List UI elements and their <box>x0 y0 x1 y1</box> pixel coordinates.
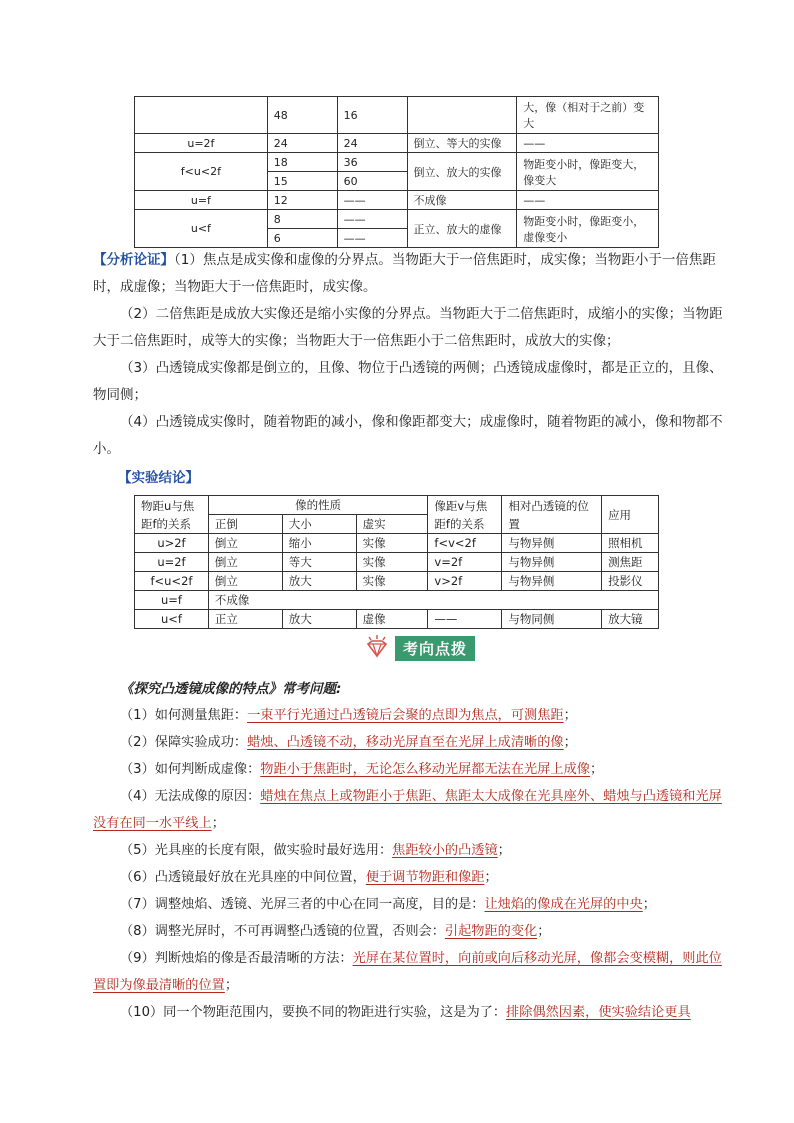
answer-text: 焦距较小的凸透镜 <box>392 843 498 858</box>
table-cell: 放大 <box>282 572 356 591</box>
table-cell: 16 <box>337 97 407 134</box>
table-row <box>135 210 659 229</box>
header-cell: 大小 <box>282 515 356 534</box>
diamond-icon <box>363 634 391 662</box>
questions-title: 《探究凸透镜成像的特点》常考问题: <box>120 681 342 697</box>
table-cell: 倒立 <box>208 572 282 591</box>
table-row <box>135 191 659 210</box>
table-cell: 60 <box>337 172 407 191</box>
table-cell: 放大 <box>282 610 356 629</box>
list-item <box>93 999 725 1026</box>
analysis-text: （1）焦点是成实像和虚像的分界点。当物距大于一倍焦距时，成实像；当物距小于一倍焦距时，成虚像；当物距大于一倍焦距时，成实像。 <box>93 252 716 295</box>
table-cell: 24 <box>337 134 407 153</box>
table-cell: 与物异侧 <box>502 572 602 591</box>
question-text: （8）调整光屏时，不可再调整凸透镜的位置，否则会： <box>120 924 445 939</box>
table-row <box>135 553 659 572</box>
table-cell: 8 <box>267 210 337 229</box>
table-row <box>135 572 659 591</box>
list-item <box>93 891 725 918</box>
table-cell: 缩小 <box>282 534 356 553</box>
table-cell: 倒立 <box>208 534 282 553</box>
table-cell: u<f <box>135 210 268 248</box>
answer-text: 让烛焰的像成在光屏的中央 <box>484 897 643 912</box>
punct: ； <box>563 708 577 723</box>
table-cell: —— <box>337 210 407 229</box>
analysis-paragraph-4: （4）凸透镜成实像时，随着物距的减小，像和像距都变大；成虚像时，随着物距的减小，像和物都不小。 <box>93 414 723 457</box>
table-cell: 物距变小时，像距变小，虚像变小 <box>517 210 659 248</box>
table-row <box>135 153 659 172</box>
badge-label: 考向点拨 <box>395 636 475 661</box>
analysis-paragraph-1 <box>93 247 725 301</box>
table-cell: 6 <box>267 229 337 248</box>
conclusion-heading-text: 【实验结论】 <box>118 470 199 486</box>
header-cell: 物距u与焦距f的关系 <box>135 496 209 534</box>
table-cell: u=2f <box>135 553 209 572</box>
header-cell: 相对凸透镜的位置 <box>502 496 602 534</box>
analysis-paragraph-3: （3）凸透镜成实像都是倒立的，且像、物位于凸透镜的两侧；凸透镜成虚像时，都是正立的，且像、物同侧； <box>93 360 723 403</box>
question-text: （9）判断烛焰的像是否最清晰的方法： <box>120 951 353 966</box>
section-badge <box>363 635 475 661</box>
punct: ； <box>484 870 498 885</box>
answer-text: 排除偶然因素，使实验结论更具 <box>506 1005 691 1020</box>
question-text: （1）如何测量焦距： <box>120 708 248 723</box>
table-cell: 物距变小时，像距变大，像变大 <box>517 153 659 191</box>
question-text: （3）如何判断成虚像： <box>120 762 261 777</box>
header-cell: 虚实 <box>356 515 428 534</box>
question-text: （5）光具座的长度有限，做实验时最好选用： <box>120 843 393 858</box>
table-cell: 48 <box>267 97 337 134</box>
table-cell: 倒立、放大的实像 <box>407 153 517 191</box>
table-row <box>135 134 659 153</box>
table-row <box>135 97 659 134</box>
table-cell: u=2f <box>135 134 268 153</box>
table-cell: 18 <box>267 153 337 172</box>
answer-text: 蜡烛在焦点上或物距小于焦距、焦距太大成像在光具座外、蜡烛与凸透镜和光屏没有在同一水平线上 <box>93 789 722 831</box>
table-cell: 36 <box>337 153 407 172</box>
conclusion-table <box>134 495 659 629</box>
table-cell: f<v<2f <box>428 534 502 553</box>
analysis-paragraph-2: （2）二倍焦距是成放大实像还是缩小实像的分界点。当物距大于二倍焦距时，成缩小的实像；当物距大于二倍焦距时，成等大的实像；当物距大于一倍焦距小于二倍焦距时，成放大的实像； <box>93 306 723 349</box>
table-header-row <box>135 496 659 515</box>
table-row <box>135 591 659 610</box>
punct: ； <box>211 816 225 831</box>
table-cell: 与物异侧 <box>502 534 602 553</box>
table-cell: 与物异侧 <box>502 553 602 572</box>
conclusion-heading <box>118 465 750 492</box>
experiment-data-table <box>134 96 659 248</box>
table-cell: —— <box>517 134 659 153</box>
table-cell: —— <box>337 191 407 210</box>
question-text: （10）同一个物距范围内，要换不同的物距进行实验，这是为了： <box>120 1005 507 1020</box>
table-cell: u>2f <box>135 534 209 553</box>
table-cell: u<f <box>135 610 209 629</box>
header-cell: 正倒 <box>208 515 282 534</box>
table-cell: v>2f <box>428 572 502 591</box>
table-cell: 虚像 <box>356 610 428 629</box>
list-item <box>93 837 725 864</box>
table-cell: 15 <box>267 172 337 191</box>
punct: ； <box>537 924 551 939</box>
answer-text: 光屏在某位置时，向前或向后移动光屏，像都会变模糊，则此位置即为像最清晰的位置 <box>93 951 722 993</box>
table-cell: 正立 <box>208 610 282 629</box>
table-cell: 实像 <box>356 534 428 553</box>
header-cell: 像距v与焦距f的关系 <box>428 496 502 534</box>
table-cell: 不成像 <box>208 591 658 610</box>
table-cell: f<u<2f <box>135 153 268 191</box>
answer-text: 物距小于焦距时，无论怎么移动光屏都无法在光屏上成像 <box>260 762 590 777</box>
table-cell: 与物同侧 <box>502 610 602 629</box>
punct: ； <box>642 897 656 912</box>
answer-text: 引起物距的变化 <box>444 924 538 939</box>
analysis-heading: 【分析论证】 <box>93 252 174 268</box>
table-cell: 大，像（相对于之前）变大 <box>517 97 659 134</box>
question-text: （6）凸透镜最好放在光具座的中间位置， <box>120 870 366 885</box>
list-item <box>93 783 725 837</box>
header-cell: 像的性质 <box>208 496 427 515</box>
list-item <box>93 945 725 999</box>
table-cell: —— <box>428 610 502 629</box>
question-text: （7）调整烛焰、透镜、光屏三者的中心在同一高度，目的是： <box>120 897 485 912</box>
table-cell: 不成像 <box>407 191 517 210</box>
table-cell: 投影仪 <box>602 572 659 591</box>
list-item <box>93 864 725 891</box>
table-row <box>135 610 659 629</box>
table-cell: 实像 <box>356 572 428 591</box>
punct: ； <box>563 735 577 750</box>
punct: ； <box>497 843 511 858</box>
list-item <box>93 756 725 783</box>
question-text: （2）保障实验成功： <box>120 735 248 750</box>
punct: ； <box>589 762 604 777</box>
table-cell: f<u<2f <box>135 572 209 591</box>
table-cell: 放大镜 <box>602 610 659 629</box>
answer-text: 一束平行光通过凸透镜后会聚的点即为焦点，可测焦距 <box>247 708 564 723</box>
table-row <box>135 534 659 553</box>
table-cell <box>407 97 517 134</box>
table-cell: —— <box>517 191 659 210</box>
punct: ； <box>224 978 239 993</box>
list-item <box>93 918 725 945</box>
table-cell: 12 <box>267 191 337 210</box>
header-cell: 应用 <box>602 496 659 534</box>
list-item <box>93 702 725 729</box>
answer-text: 蜡烛、凸透镜不动，移动光屏直至在光屏上成清晰的像 <box>247 735 564 750</box>
table-cell: 实像 <box>356 553 428 572</box>
table-cell: 正立、放大的虚像 <box>407 210 517 248</box>
table-cell: u=f <box>135 591 209 610</box>
answer-text: 便于调节物距和像距 <box>365 870 485 885</box>
table-cell: 测焦距 <box>602 553 659 572</box>
table-cell: v=2f <box>428 553 502 572</box>
question-text: （4）无法成像的原因： <box>120 789 261 804</box>
table-cell <box>135 97 268 134</box>
table-cell: 倒立、等大的实像 <box>407 134 517 153</box>
table-cell: 照相机 <box>602 534 659 553</box>
table-cell: 等大 <box>282 553 356 572</box>
table-cell: —— <box>337 229 407 248</box>
table-cell: u=f <box>135 191 268 210</box>
list-item <box>93 729 725 756</box>
table-cell: 24 <box>267 134 337 153</box>
table-cell: 倒立 <box>208 553 282 572</box>
